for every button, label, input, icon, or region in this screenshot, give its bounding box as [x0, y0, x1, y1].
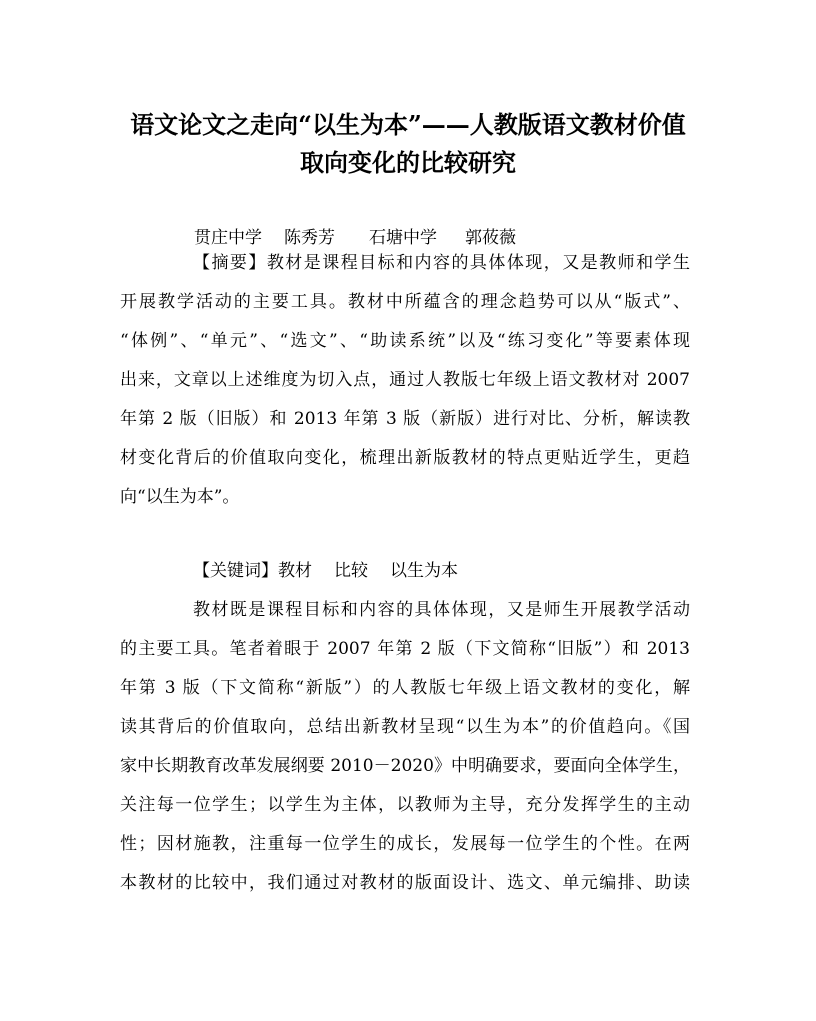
intro-line: 性；因材施教，注重每一位学生的成长，发展每一位学生的个性。在两: [120, 834, 690, 854]
author-school-2: 石塘中学: [369, 228, 437, 248]
intro-line: 家中长期教育改革发展纲要 2010－2020》中明确要求，要面向全体学生，: [120, 756, 690, 776]
intro-line: 的主要工具。笔者着眼于 2007 年第 2 版（下文简称“旧版”）和 2013: [120, 639, 690, 659]
keyword-item: 以生为本: [390, 561, 458, 581]
keywords-label: 【关键词】: [193, 561, 278, 581]
intro-line: 年第 3 版（下文简称“新版”）的人教版七年级上语文教材的变化，解: [120, 678, 690, 698]
author-school-1: 贯庄中学: [194, 228, 262, 248]
title-line-1: 语文论文之走向“以生为本”——人教版语文教材价值: [130, 110, 686, 139]
abstract-line: 年第 2 版（旧版）和 2013 年第 3 版（新版）进行对比、分析，解读教: [120, 409, 690, 429]
keywords-line: [120, 552, 690, 591]
document-title: [110, 106, 706, 182]
abstract-line: 向“以生为本”。: [120, 487, 240, 507]
intro-line: 本教材的比较中，我们通过对教材的版面设计、选文、单元编排、助读: [120, 873, 690, 893]
intro-line: 读其背后的价值取向，总结出新教材呈现“以生为本”的价值趋向。《国: [120, 717, 690, 737]
abstract-line: 材变化背后的价值取向变化，梳理出新版教材的特点更贴近学生，更趋: [120, 448, 690, 468]
keyword-item: 比较: [334, 561, 368, 581]
intro-line: 关注每一位学生；以学生为主体，以教师为主导，充分发挥学生的主动: [120, 795, 690, 815]
keyword-item: 教材: [278, 561, 312, 581]
abstract-line: 开展教学活动的主要工具。教材中所蕴含的理念趋势可以从“版式”、: [120, 292, 690, 312]
abstract-paragraph: [120, 244, 690, 517]
title-line-2: 取向变化的比较研究: [300, 148, 516, 177]
intro-line: 教材既是课程目标和内容的具体体现，又是师生开展教学活动: [193, 600, 690, 620]
keywords-paragraph: [120, 552, 690, 591]
abstract-line: “体例”、“单元”、“选文”、“助读系统”以及“练习变化”等要素体现: [120, 331, 690, 351]
abstract-line: 出来，文章以上述维度为切入点，通过人教版七年级上语文教材对 2007: [120, 370, 690, 390]
abstract-line: 【摘要】教材是课程目标和内容的具体体现，又是教师和学生: [193, 253, 690, 273]
author-name-1: 陈秀芳: [284, 228, 335, 248]
author-name-2: 郭莜薇: [465, 228, 516, 248]
intro-paragraph: [120, 591, 690, 903]
